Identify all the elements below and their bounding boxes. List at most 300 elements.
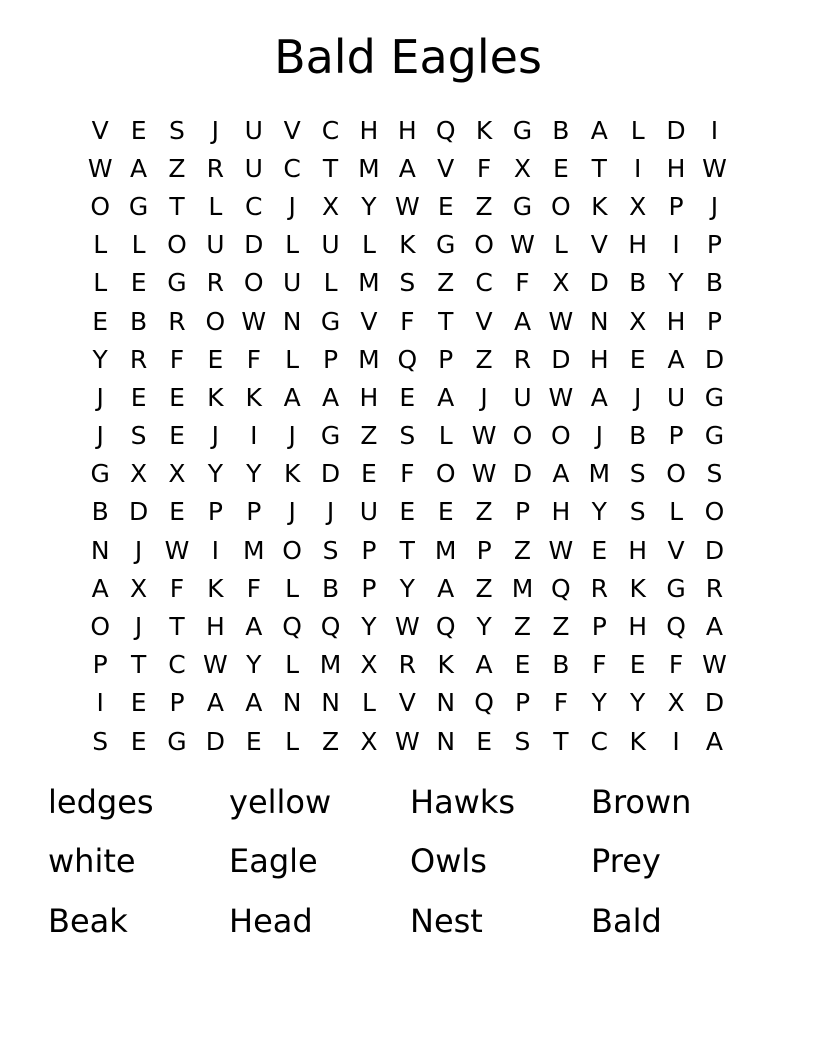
grid-cell: P: [207, 497, 223, 527]
grid-cell: L: [630, 115, 645, 145]
grid-cell: R: [206, 268, 225, 298]
grid-cell: L: [438, 421, 453, 451]
grid-cell: A: [590, 382, 608, 412]
grid-cell: U: [244, 115, 263, 145]
grid-cell: Z: [360, 421, 378, 451]
grid-cell: H: [628, 230, 648, 260]
grid-cell: A: [437, 573, 455, 603]
grid-cell: Y: [361, 191, 377, 221]
grid-cell: Z: [513, 612, 532, 642]
grid-cell: M: [358, 268, 380, 298]
grid-cell: U: [321, 230, 340, 260]
grid-cell: A: [705, 612, 723, 642]
grid-cell: A: [705, 726, 723, 756]
grid-cell: O: [282, 535, 302, 565]
grid-cell: E: [169, 382, 185, 412]
grid-cell: A: [321, 382, 340, 412]
grid-cell: G: [666, 573, 686, 603]
grid-cell: N: [282, 306, 302, 336]
grid-cell: R: [206, 153, 225, 183]
grid-cell: S: [399, 268, 416, 298]
grid-cell: P: [668, 421, 684, 451]
grid-cell: G: [436, 230, 456, 260]
grid-cell: N: [436, 726, 456, 756]
grid-cell: S: [629, 459, 646, 489]
grid-cell: P: [591, 612, 607, 642]
grid-cell: M: [242, 535, 265, 565]
grid-cell: E: [361, 459, 377, 489]
grid-cell: O: [704, 497, 725, 527]
grid-cell: Y: [476, 612, 492, 642]
grid-cell: J: [480, 382, 488, 412]
grid-cell: L: [93, 230, 108, 260]
grid-cell: E: [169, 421, 185, 451]
grid-cell: W: [702, 153, 727, 183]
grid-cell: E: [552, 153, 569, 183]
grid-cell: P: [706, 306, 722, 336]
grid-cell: X: [360, 650, 378, 680]
grid-cell: L: [323, 268, 338, 298]
grid-cell: V: [590, 230, 608, 260]
grid-cell: G: [320, 421, 341, 451]
grid-cell: X: [629, 306, 647, 336]
grid-cell: D: [320, 459, 341, 489]
grid-cell: X: [321, 191, 340, 221]
grid-cell: R: [398, 650, 416, 680]
grid-cell: T: [130, 650, 147, 680]
grid-cell: H: [205, 612, 225, 642]
grid-cell: E: [399, 497, 416, 527]
grid-cell: T: [591, 153, 607, 183]
grid-cell: O: [205, 306, 226, 336]
grid-cell: P: [323, 344, 339, 374]
word-list-item: Hawks: [410, 782, 516, 821]
grid-cell: E: [130, 268, 147, 298]
grid-cell: D: [666, 115, 686, 145]
grid-cell: F: [515, 268, 530, 298]
grid-cell: A: [437, 382, 455, 412]
grid-cell: P: [514, 497, 531, 527]
grid-cell: X: [130, 459, 148, 489]
grid-cell: M: [358, 153, 380, 183]
grid-cell: I: [672, 726, 680, 756]
grid-cell: Q: [282, 612, 302, 642]
grid-cell: E: [514, 650, 531, 680]
grid-cell: Y: [207, 459, 223, 489]
grid-cell: G: [128, 191, 149, 221]
grid-cell: H: [666, 153, 686, 183]
grid-cell: K: [245, 382, 262, 412]
grid-cell: V: [475, 306, 493, 336]
grid-cell: K: [207, 573, 224, 603]
grid-cell: Z: [475, 573, 493, 603]
grid-cell: H: [589, 344, 609, 374]
grid-cell: E: [399, 382, 416, 412]
word-list-item: Beak: [48, 901, 128, 940]
grid-cell: E: [130, 382, 147, 412]
grid-cell: L: [208, 191, 223, 221]
grid-cell: J: [134, 612, 143, 642]
grid-cell: L: [285, 726, 300, 756]
grid-cell: A: [475, 650, 493, 680]
grid-cell: O: [551, 191, 571, 221]
grid-cell: Y: [630, 688, 646, 718]
grid-cell: D: [704, 535, 725, 565]
grid-cell: X: [513, 153, 532, 183]
grid-cell: L: [285, 230, 300, 260]
grid-cell: I: [633, 153, 642, 183]
grid-cell: G: [704, 382, 725, 412]
grid-cell: Z: [513, 535, 532, 565]
grid-cell: T: [169, 191, 185, 221]
grid-cell: T: [553, 726, 569, 756]
grid-cell: I: [211, 535, 220, 565]
grid-cell: N: [436, 688, 456, 718]
grid-cell: C: [245, 191, 263, 221]
grid-cell: G: [90, 459, 110, 489]
grid-cell: Y: [399, 573, 415, 603]
grid-cell: G: [320, 306, 341, 336]
grid-cell: U: [666, 382, 686, 412]
grid-cell: E: [169, 497, 185, 527]
grid-cell: M: [358, 344, 380, 374]
grid-cell: W: [548, 306, 574, 336]
grid-cell: S: [706, 459, 723, 489]
grid-cell: Z: [552, 612, 570, 642]
grid-cell: V: [360, 306, 378, 336]
grid-cell: B: [321, 573, 340, 603]
grid-cell: S: [92, 726, 109, 756]
grid-cell: L: [285, 344, 300, 374]
grid-cell: K: [207, 382, 224, 412]
grid-cell: K: [399, 230, 416, 260]
grid-cell: S: [514, 726, 531, 756]
grid-cell: O: [551, 421, 571, 451]
grid-cell: A: [667, 344, 685, 374]
grid-cell: Q: [666, 612, 686, 642]
word-list-item: yellow: [229, 782, 332, 821]
grid-cell: B: [91, 497, 109, 527]
grid-cell: Q: [474, 688, 494, 718]
word-list-item: Nest: [410, 901, 483, 940]
grid-cell: E: [245, 726, 262, 756]
grid-cell: W: [241, 306, 267, 336]
grid-cell: O: [167, 230, 187, 260]
grid-cell: N: [321, 688, 340, 718]
grid-cell: U: [359, 497, 379, 527]
grid-cell: S: [130, 421, 147, 451]
grid-cell: K: [283, 459, 301, 489]
grid-cell: R: [705, 573, 724, 603]
grid-cell: H: [551, 497, 571, 527]
grid-cell: B: [705, 268, 724, 298]
grid-cell: A: [245, 612, 263, 642]
grid-cell: F: [246, 344, 261, 374]
grid-cell: M: [319, 650, 342, 680]
grid-cell: E: [629, 650, 646, 680]
grid-cell: H: [666, 306, 686, 336]
grid-cell: C: [590, 726, 608, 756]
grid-cell: E: [591, 535, 608, 565]
grid-cell: F: [400, 306, 415, 336]
grid-cell: F: [169, 573, 185, 603]
grid-cell: Y: [246, 459, 262, 489]
grid-cell: Y: [668, 268, 684, 298]
grid-cell: I: [250, 421, 258, 451]
grid-cell: P: [169, 688, 185, 718]
grid-cell: V: [283, 115, 301, 145]
grid-cell: L: [361, 230, 376, 260]
grid-cell: M: [511, 573, 534, 603]
grid-cell: E: [476, 726, 492, 756]
grid-cell: K: [629, 726, 646, 756]
grid-cell: L: [285, 650, 300, 680]
grid-cell: C: [283, 153, 301, 183]
grid-cell: F: [400, 459, 415, 489]
grid-cell: X: [360, 726, 378, 756]
grid-cell: S: [169, 115, 185, 145]
grid-cell: T: [399, 535, 415, 565]
grid-cell: Z: [437, 268, 455, 298]
grid-cell: K: [591, 191, 608, 221]
grid-cell: G: [512, 115, 533, 145]
grid-cell: A: [245, 688, 263, 718]
grid-cell: L: [361, 688, 376, 718]
word-list-item: ledges: [48, 782, 154, 821]
grid-cell: W: [471, 421, 497, 451]
grid-cell: V: [398, 688, 416, 718]
grid-cell: K: [629, 573, 646, 603]
grid-cell: W: [702, 650, 727, 680]
grid-cell: Z: [475, 344, 493, 374]
grid-cell: E: [437, 497, 454, 527]
grid-cell: I: [96, 688, 104, 718]
grid-cell: J: [211, 421, 220, 451]
grid-cell: F: [476, 153, 492, 183]
grid-cell: X: [168, 459, 186, 489]
grid-cell: O: [90, 612, 111, 642]
grid-cell: L: [553, 230, 568, 260]
grid-cell: P: [514, 688, 531, 718]
grid-cell: A: [130, 153, 148, 183]
grid-cell: O: [512, 421, 533, 451]
grid-cell: H: [628, 535, 648, 565]
grid-cell: C: [475, 268, 493, 298]
grid-cell: J: [288, 497, 296, 527]
word-list-item: Head: [229, 901, 313, 940]
word-list: [48, 772, 772, 951]
grid-cell: B: [629, 268, 647, 298]
grid-cell: B: [629, 421, 647, 451]
grid-cell: T: [169, 612, 185, 642]
grid-cell: R: [513, 344, 532, 374]
grid-cell: C: [168, 650, 186, 680]
grid-cell: Y: [361, 612, 377, 642]
grid-cell: Y: [591, 497, 607, 527]
grid-cell: G: [167, 726, 187, 756]
grid-cell: U: [244, 153, 263, 183]
grid-cell: O: [666, 459, 686, 489]
grid-cell: D: [589, 268, 609, 298]
word-list-item: Eagle: [229, 842, 318, 881]
grid-cell: D: [244, 230, 264, 260]
grid-cell: A: [590, 115, 608, 145]
grid-cell: R: [129, 344, 148, 374]
grid-cell: Y: [92, 344, 108, 374]
grid-cell: M: [588, 459, 611, 489]
letter-grid: [81, 111, 734, 760]
grid-cell: T: [438, 306, 454, 336]
grid-cell: E: [130, 115, 147, 145]
word-list-item: Owls: [410, 842, 487, 881]
grid-cell: A: [398, 153, 416, 183]
grid-cell: N: [90, 535, 110, 565]
grid-cell: D: [128, 497, 149, 527]
grid-cell: P: [361, 573, 377, 603]
grid-cell: Z: [321, 726, 340, 756]
grid-cell: J: [595, 421, 603, 451]
grid-cell: A: [552, 459, 570, 489]
grid-cell: S: [629, 497, 646, 527]
grid-cell: V: [667, 535, 685, 565]
grid-cell: X: [629, 191, 647, 221]
grid-cell: P: [476, 535, 492, 565]
grid-cell: Q: [435, 612, 456, 642]
grid-cell: O: [435, 459, 456, 489]
grid-cell: X: [130, 573, 148, 603]
grid-cell: T: [322, 153, 339, 183]
grid-cell: Z: [475, 191, 493, 221]
grid-cell: D: [704, 344, 725, 374]
grid-cell: Q: [551, 573, 571, 603]
grid-cell: E: [437, 191, 454, 221]
grid-cell: E: [130, 688, 147, 718]
grid-cell: K: [475, 115, 493, 145]
grid-cell: F: [246, 573, 261, 603]
grid-cell: W: [203, 650, 228, 680]
grid-cell: J: [288, 421, 296, 451]
grid-cell: E: [130, 726, 147, 756]
puzzle-title: Bald Eagles: [274, 30, 542, 84]
grid-cell: B: [130, 306, 148, 336]
grid-cell: J: [326, 497, 335, 527]
grid-cell: P: [92, 650, 108, 680]
grid-cell: R: [590, 573, 608, 603]
grid-cell: L: [669, 497, 684, 527]
grid-cell: J: [96, 421, 104, 451]
grid-cell: H: [397, 115, 417, 145]
grid-cell: W: [164, 535, 190, 565]
grid-cell: D: [205, 726, 225, 756]
grid-cell: D: [551, 344, 571, 374]
word-list-item: Bald: [591, 901, 662, 940]
grid-cell: C: [321, 115, 340, 145]
grid-cell: Y: [591, 688, 607, 718]
grid-cell: L: [93, 268, 108, 298]
grid-cell: Q: [320, 612, 341, 642]
grid-cell: H: [628, 612, 648, 642]
grid-cell: S: [399, 421, 416, 451]
grid-cell: U: [206, 230, 225, 260]
grid-cell: P: [246, 497, 262, 527]
grid-cell: G: [512, 191, 533, 221]
grid-cell: W: [394, 612, 420, 642]
grid-cell: P: [361, 535, 377, 565]
grid-cell: U: [282, 268, 302, 298]
grid-cell: Q: [435, 115, 456, 145]
grid-cell: P: [706, 230, 722, 260]
grid-cell: H: [359, 115, 379, 145]
grid-cell: N: [589, 306, 609, 336]
grid-cell: Z: [475, 497, 493, 527]
grid-cell: A: [283, 382, 301, 412]
grid-cell: G: [704, 421, 725, 451]
grid-cell: G: [167, 268, 187, 298]
grid-cell: X: [667, 688, 685, 718]
grid-cell: J: [134, 535, 143, 565]
grid-cell: V: [91, 115, 109, 145]
grid-cell: W: [510, 230, 535, 260]
grid-cell: S: [322, 535, 339, 565]
grid-cell: W: [394, 191, 420, 221]
grid-cell: Z: [168, 153, 186, 183]
grid-cell: F: [592, 650, 607, 680]
word-list-item: Brown: [591, 782, 692, 821]
grid-cell: E: [207, 344, 224, 374]
grid-cell: X: [552, 268, 570, 298]
grid-cell: U: [513, 382, 532, 412]
grid-cell: A: [206, 688, 224, 718]
grid-cell: P: [438, 344, 454, 374]
grid-cell: A: [91, 573, 109, 603]
grid-cell: I: [710, 115, 719, 145]
grid-cell: W: [548, 535, 574, 565]
grid-cell: J: [288, 191, 296, 221]
grid-cell: V: [437, 153, 455, 183]
grid-cell: O: [243, 268, 264, 298]
grid-cell: L: [285, 573, 300, 603]
grid-cell: E: [629, 344, 646, 374]
grid-cell: W: [394, 726, 420, 756]
grid-cell: J: [96, 382, 104, 412]
grid-cell: J: [211, 115, 220, 145]
grid-cell: B: [552, 650, 570, 680]
grid-cell: Y: [246, 650, 262, 680]
grid-cell: M: [434, 535, 457, 565]
grid-cell: N: [282, 688, 302, 718]
grid-cell: I: [672, 230, 680, 260]
grid-cell: P: [668, 191, 684, 221]
grid-cell: K: [437, 650, 454, 680]
grid-cell: B: [552, 115, 570, 145]
grid-cell: W: [471, 459, 497, 489]
grid-cell: A: [513, 306, 532, 336]
grid-cell: F: [668, 650, 684, 680]
grid-cell: L: [131, 230, 146, 260]
grid-cell: E: [92, 306, 109, 336]
grid-cell: J: [710, 191, 719, 221]
grid-cell: D: [704, 688, 725, 718]
grid-cell: H: [359, 382, 379, 412]
grid-cell: O: [474, 230, 494, 260]
word-list-item: white: [48, 842, 136, 881]
grid-cell: W: [87, 153, 113, 183]
grid-cell: W: [548, 382, 574, 412]
grid-cell: J: [633, 382, 642, 412]
grid-cell: Q: [397, 344, 418, 374]
word-list-item: Prey: [591, 842, 661, 881]
grid-cell: O: [90, 191, 111, 221]
